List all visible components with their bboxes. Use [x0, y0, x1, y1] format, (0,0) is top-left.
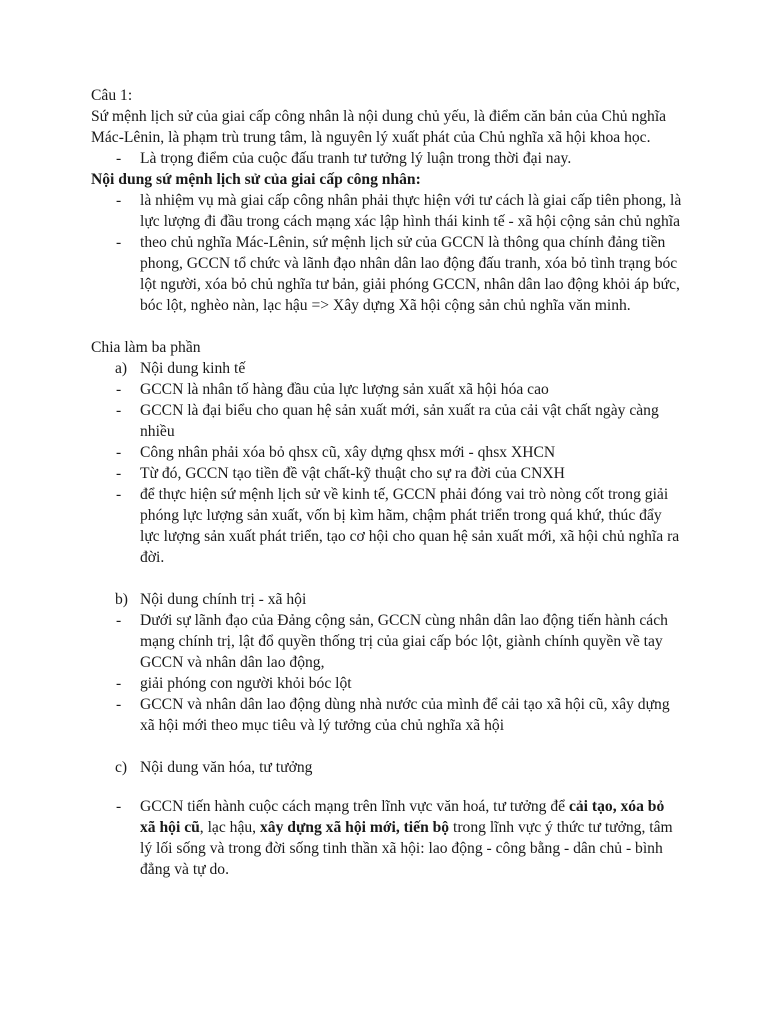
dash-marker: - — [116, 402, 122, 419]
list-item-text: theo chủ nghĩa Mác-Lênin, sứ mệnh lịch sử của GCCN là thông qua chính đảng tiền phong, GCCN tổ chức và lãnh đạo nhân dân lao động đấu tranh, xóa bỏ tình trạng bóc lột người, xóa bỏ chủ nghĩa tư bản, giải phóng GCCN, nhân dân lao động khỏi áp bức, bóc lột, nghèo nàn, lạc hậu => Xây dựng Xã hội cộng sản chủ nghĩa văn minh. — [140, 234, 680, 314]
dash-marker: - — [116, 465, 122, 482]
list-item — [91, 610, 683, 673]
subsection-title: Nội dung kinh tế — [140, 360, 246, 377]
list-item-text: là nhiệm vụ mà giai cấp công nhân phải thực hiện với tư cách là giai cấp tiên phong, là lực lượng đi đầu trong cách mạng xác lập hình thái kinh tế - xã hội cộng sản chủ nghĩa — [140, 192, 682, 230]
dash-marker: - — [116, 486, 122, 503]
document-page — [91, 85, 683, 880]
list-item — [91, 796, 683, 880]
alpha-marker: b) — [115, 591, 128, 608]
dash-marker: - — [116, 444, 122, 461]
bold-phrase: cải tạo, xóa bỏ xã hội cũ — [140, 798, 665, 836]
list-item — [91, 463, 683, 484]
dash-marker: - — [116, 612, 122, 629]
list-item — [91, 400, 683, 442]
list-item-text: GCCN và nhân dân lao động dùng nhà nước của mình để cải tạo xã hội cũ, xây dựng xã hội mới theo mục tiêu và lý tưởng của chủ nghĩa xã hội — [140, 696, 670, 734]
list-item — [91, 379, 683, 400]
dash-marker: - — [116, 696, 122, 713]
list-item — [91, 673, 683, 694]
list-item-text: GCCN tiến hành cuộc cách mạng trên lĩnh vực văn hoá, tư tưởng để cải tạo, xóa bỏ xã hội cũ, lạc hậu, xây dựng xã hội mới, tiến bộ trong lĩnh vực ý thức tư tưởng, tâm lý lối sống và trong đời sống tinh thần xã hội: lao động - công bằng - dân chủ - bình đẳng và tự do. — [140, 798, 673, 878]
subsection-title: Nội dung văn hóa, tư tưởng — [140, 759, 313, 776]
spacer — [91, 736, 683, 757]
alpha-marker: a) — [115, 360, 128, 377]
list-item — [91, 694, 683, 736]
list-item — [91, 232, 683, 316]
list-item — [91, 484, 683, 568]
dash-marker: - — [116, 381, 122, 398]
list-item-text: để thực hiện sứ mệnh lịch sử về kinh tế, GCCN phải đóng vai trò nòng cốt trong giải phóng lực lượng sản xuất, vốn bị kìm hãm, chậm phát triển trong quá khứ, thúc đẩy lực lượng sản xuất phát triển, tạo cơ hội cho quan hệ sản xuất mới, xã hội chủ nghĩa ra đời. — [140, 486, 680, 566]
alpha-marker: c) — [115, 759, 128, 776]
spacer — [91, 778, 683, 796]
dash-marker: - — [116, 192, 122, 209]
section-heading: Nội dung sứ mệnh lịch sử của giai cấp công nhân: — [91, 171, 421, 188]
list-item-text: Dưới sự lãnh đạo của Đảng cộng sản, GCCN cùng nhân dân lao động tiến hành cách mạng chính trị, lật đổ quyền thống trị của giai cấp bóc lột, giành chính quyền về tay GCCN và nhân dân lao động, — [140, 612, 668, 671]
parts-intro: Chia làm ba phần — [91, 339, 201, 356]
intro-paragraph: Sứ mệnh lịch sử của giai cấp công nhân là nội dung chủ yếu, là điểm căn bản của Chủ nghĩa Mác-Lênin, là phạm trù trung tâm, là nguyên lý xuất phát của Chủ nghĩa xã hội khoa học. — [91, 108, 667, 146]
list-item — [91, 442, 683, 463]
bold-phrase: xây dựng xã hội mới, tiến bộ — [259, 819, 450, 836]
list-item — [91, 190, 683, 232]
subsection-b-heading — [91, 589, 683, 610]
list-item — [91, 148, 683, 169]
dash-marker: - — [116, 798, 122, 815]
spacer — [91, 568, 683, 589]
subsection-c-heading — [91, 757, 683, 778]
list-item-text: Là trọng điểm của cuộc đấu tranh tư tưởng lý luận trong thời đại nay. — [140, 150, 572, 167]
list-item-text: GCCN là nhân tố hàng đầu của lực lượng sản xuất xã hội hóa cao — [140, 381, 549, 398]
subsection-title: Nội dung chính trị - xã hội — [140, 591, 307, 608]
spacer — [91, 316, 683, 337]
list-item-text: Công nhân phải xóa bỏ qhsx cũ, xây dựng qhsx mới - qhsx XHCN — [140, 444, 556, 461]
list-item-text: giải phóng con người khỏi bóc lột — [140, 675, 352, 692]
list-item-text: GCCN là đại biểu cho quan hệ sản xuất mới, sản xuất ra của cải vật chất ngày càng nhiều — [140, 402, 659, 440]
question-title: Câu 1: — [91, 87, 133, 104]
dash-marker: - — [116, 675, 122, 692]
dash-marker: - — [116, 150, 122, 167]
subsection-a-heading — [91, 358, 683, 379]
dash-marker: - — [116, 234, 122, 251]
list-item-text: Từ đó, GCCN tạo tiền đề vật chất-kỹ thuật cho sự ra đời của CNXH — [140, 465, 565, 482]
